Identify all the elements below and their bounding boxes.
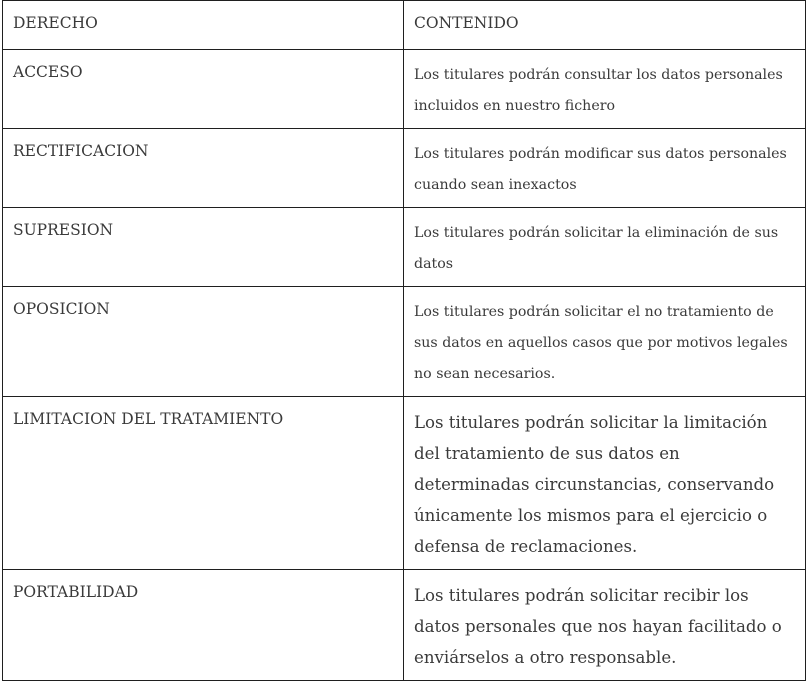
- header-right-label: DERECHO: [13, 14, 98, 32]
- row-content-text: Los titulares podrán solicitar la limitación del tratamiento de sus datos en determinadas circunstancias, conservando únicamente los mismos para el ejercicio o defensa de reclamaciones.: [414, 413, 775, 556]
- row-right-cell: [3, 50, 404, 129]
- row-right-cell: [3, 397, 404, 570]
- row-right-label: LIMITACION DEL TRATAMIENTO: [13, 410, 284, 428]
- row-content-text: Los titulares podrán solicitar la eliminación de sus datos: [414, 225, 779, 272]
- row-content-cell: [404, 397, 806, 570]
- row-content-cell: [404, 129, 806, 208]
- row-right-cell: [3, 570, 404, 681]
- row-content-text: Los titulares podrán solicitar el no tratamiento de sus datos en aquellos casos que por motivos legales no sean necesarios.: [414, 304, 788, 382]
- row-content-cell: [404, 50, 806, 129]
- row-content-cell: [404, 287, 806, 397]
- table-header-row: [3, 1, 806, 50]
- rights-table: [2, 0, 806, 681]
- row-content-cell: [404, 570, 806, 681]
- table-row: [3, 208, 806, 287]
- table-row: [3, 129, 806, 208]
- row-right-label: SUPRESION: [13, 221, 114, 239]
- header-content-label: CONTENIDO: [414, 14, 519, 32]
- table-row: [3, 570, 806, 681]
- row-right-label: OPOSICION: [13, 300, 110, 318]
- row-content-text: Los titulares podrán consultar los datos personales incluidos en nuestro fichero: [414, 67, 783, 114]
- row-right-cell: [3, 208, 404, 287]
- table-row: [3, 397, 806, 570]
- row-right-label: ACCESO: [13, 63, 83, 81]
- row-right-cell: [3, 129, 404, 208]
- table-row: [3, 287, 806, 397]
- row-right-label: RECTIFICACION: [13, 142, 149, 160]
- row-right-cell: [3, 287, 404, 397]
- row-right-label: PORTABILIDAD: [13, 583, 139, 601]
- header-cell-content: [404, 1, 806, 50]
- row-content-text: Los titulares podrán solicitar recibir los datos personales que nos hayan facilitado o enviárselos a otro responsable.: [414, 586, 782, 667]
- table-row: [3, 50, 806, 129]
- row-content-cell: [404, 208, 806, 287]
- row-content-text: Los titulares podrán modificar sus datos personales cuando sean inexactos: [414, 146, 787, 193]
- header-cell-right: [3, 1, 404, 50]
